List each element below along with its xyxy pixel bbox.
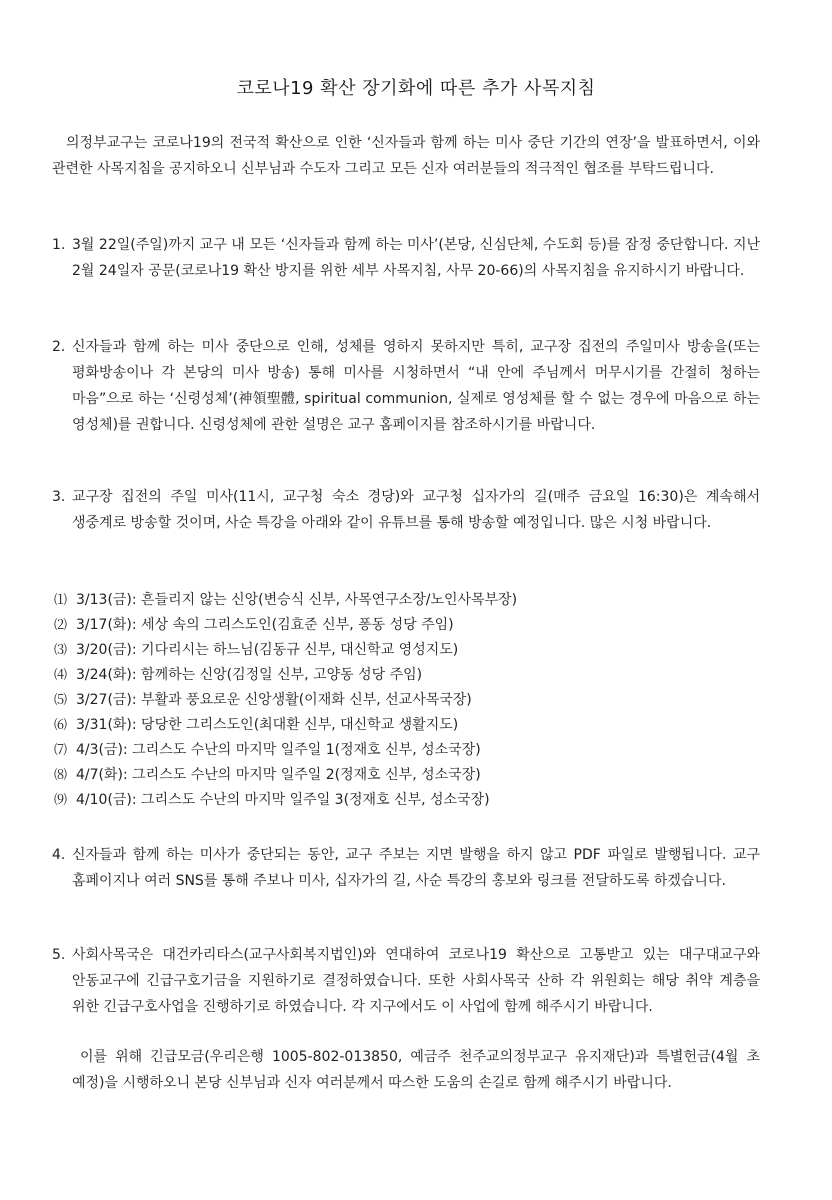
list-item-number: 4. [52, 847, 66, 863]
lecture-item [54, 788, 774, 813]
lecture-marker: ⑸ [54, 693, 68, 708]
lecture-text: 3/31(화): 당당한 그리스도인(최대환 신부, 대신학교 생활지도) [76, 717, 459, 733]
lecture-item [54, 638, 774, 663]
lecture-marker: ⑴ [54, 593, 68, 608]
list-item-number: 5. [52, 947, 66, 963]
lecture-marker: ⑷ [54, 668, 68, 683]
list-item-2 [52, 334, 760, 438]
lecture-text: 3/20(금): 기다리시는 하느님(김동규 신부, 대신학교 영성지도) [76, 642, 459, 658]
lecture-text: 3/27(금): 부활과 풍요로운 신앙생활(이재화 신부, 선교사목국장) [76, 692, 472, 708]
list-item-4 [52, 842, 760, 894]
lecture-text: 4/7(화): 그리스도 수난의 마지막 일주일 2(정재호 신부, 성소국장) [76, 767, 481, 783]
lecture-text: 3/13(금): 흔들리지 않는 신앙(변승식 신부, 사목연구소장/노인사목부장) [76, 592, 518, 608]
list-item-5 [52, 942, 760, 1020]
lecture-item [54, 588, 774, 613]
document-title: 코로나19 확산 장기화에 따른 추가 사목지침 [236, 78, 596, 99]
lecture-text: 3/17(화): 세상 속의 그리스도인(김효준 신부, 퐁동 성당 주임) [76, 617, 454, 633]
intro-paragraph: 의정부교구는 코로나19의 전국적 확산으로 인한 ‘신자들과 함께 하는 미사 중단 기간의 연장’을 발표하면서, 이와 관련한 사목지침을 공지하오니 신부님과 수도자 그리고 모든 신자 여러분들의 적극적인 협조를 부탁드립니다. [52, 135, 760, 177]
lecture-text: 4/3(금): 그리스도 수난의 마지막 일주일 1(정재호 신부, 성소국장) [76, 742, 481, 758]
lecture-text: 4/10(금): 그리스도 수난의 마지막 일주일 3(정재호 신부, 성소국장) [76, 792, 490, 808]
lecture-schedule-list [54, 588, 774, 813]
lecture-item [54, 763, 774, 788]
list-item-text: 신자들과 함께 하는 미사 중단으로 인해, 성체를 영하지 못하지만 특히, 교구장 집전의 주일미사 방송을(또는 평화방송이나 각 본당의 미사 방송) 통해 미사를 시청하면서 “내 안에 주님께서 머무시기를 간절히 청하는 마음”으로 하는 ‘신령성체’(神領聖體, spiritual communion, 실제로 영성체를 할 수 없는 경우에 마음으로 하는 영성체)를 권합니다. 신령성체에 관한 설명은 교구 홈페이지를 참조하시기를 바랍니다. [72, 339, 760, 433]
lecture-marker: ⑺ [54, 743, 68, 758]
lecture-marker: ⑻ [54, 768, 68, 783]
lecture-marker: ⑹ [54, 718, 68, 733]
list-item-text: 교구장 집전의 주일 미사(11시, 교구청 숙소 경당)와 교구청 십자가의 길(매주 금요일 16:30)은 계속해서 생중계로 방송할 것이며, 사순 특강을 아래와 같이 유튜브를 통해 방송할 예정입니다. 많은 시청 바랍니다. [72, 489, 760, 531]
list-item-text: 3월 22일(주일)까지 교구 내 모든 ‘신자들과 함께 하는 미사’(본당, 신심단체, 수도회 등)를 잠정 중단합니다. 지난 2월 24일자 공문(코로나19 확산 방지를 위한 세부 사목지침, 사무 20-66)의 사목지침을 유지하시기 바랍니다. [72, 237, 760, 279]
list-item-text: 사회사목국은 대건카리타스(교구사회복지법인)와 연대하여 코로나19 확산으로 고통받고 있는 대구대교구와 안동교구에 긴급구호기금을 지원하기로 결정하였습니다. 또한 사회사목국 산하 각 위원회는 해당 취약 계층을 위한 긴급구호사업을 진행하기로 하였습니다. 각 지구에서도 이 사업에 함께 해주시기 바랍니다. [72, 947, 760, 1015]
list-item-number: 2. [52, 339, 66, 355]
lecture-item [54, 663, 774, 688]
lecture-item [54, 713, 774, 738]
lecture-marker: ⑶ [54, 643, 68, 658]
list-item-text: 신자들과 함께 하는 미사가 중단되는 동안, 교구 주보는 지면 발행을 하지 않고 PDF 파일로 발행됩니다. 교구 홈페이지나 여러 SNS를 통해 주보나 미사, 십자가의 길, 사순 특강의 홍보와 링크를 전달하도록 하겠습니다. [72, 847, 760, 889]
lecture-marker: ⑵ [54, 618, 68, 633]
list-item-1 [52, 232, 760, 284]
list-item-number: 3. [52, 489, 66, 505]
list-item-5-continuation: 이를 위해 긴급모금(우리은행 1005-802-013850, 예금주 천주교의정부교구 유지재단)과 특별헌금(4월 초 예정)을 시행하오니 본당 신부님과 신자 여러분께서 따스한 도움의 손길로 함께 해주시기 바랍니다. [72, 1049, 760, 1091]
lecture-item [54, 613, 774, 638]
list-item-number: 1. [52, 237, 66, 253]
lecture-marker: ⑼ [54, 793, 68, 808]
lecture-text: 3/24(화): 함께하는 신앙(김정일 신부, 고양동 성당 주임) [76, 667, 423, 683]
lecture-item [54, 688, 774, 713]
lecture-item [54, 738, 774, 763]
list-item-3 [52, 484, 760, 536]
